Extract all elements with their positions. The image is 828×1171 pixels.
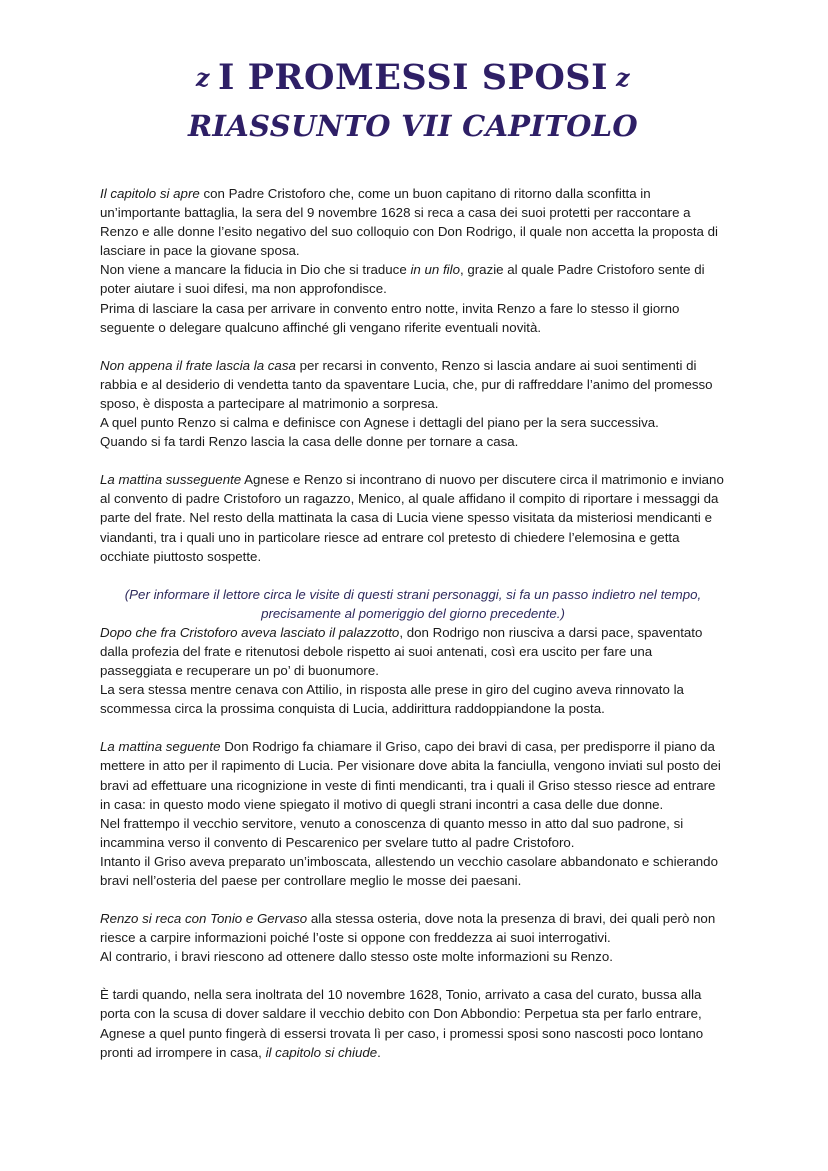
paragraph-6: Quando si fa tardi Renzo lascia la casa delle donne per tornare a casa. bbox=[100, 434, 519, 450]
document-title bbox=[100, 0, 726, 100]
paragraph-11: Nel frattempo il vecchio servitore, venuto a conoscenza di quanto messo in atto dal suo padrone, si incammina verso il convento di Pescarenico per svelare tutto al padre Cristoforo. bbox=[100, 815, 684, 850]
paragraph-2-pre: Non viene a mancare la fiducia in Dio che si traduce bbox=[100, 262, 411, 278]
paragraph-1 bbox=[100, 184, 726, 260]
paragraph-gap bbox=[100, 966, 726, 985]
paragraph-5: A quel punto Renzo si calma e definisce con Agnese i dettagli del piano per la sera successiva. bbox=[100, 415, 659, 431]
paragraph-2-em: in un filo bbox=[410, 262, 460, 278]
title-text: I PROMESSI SPOSI bbox=[218, 57, 608, 98]
paragraph-2 bbox=[100, 260, 726, 298]
paragraph-7-text: Agnese e Renzo si incontrano di nuovo per discutere circa il matrimonio e inviano al convento di padre Cristoforo un ragazzo, Menico, al quale affidano il compito di riportare i messaggi da parte del frate. Nel resto della mattinata la casa di Lucia viene spesso visitata da misteriosi mendicanti e viandanti, tra i quali uno in particolare riesce ad entrare col pretesto di chiedere l’elemosina e getta occhiate piuttosto sospette. bbox=[100, 472, 724, 564]
flashback-note: (Per informare il lettore circa le visite di questi strani personaggi, si fa un passo indietro nel tempo, precisamente al pomeriggio del giorno precedente.) bbox=[124, 586, 702, 621]
paragraph-3: Prima di lasciare la casa per arrivare in convento entro notte, invita Renzo a fare lo stesso il giorno seguente o delegare qualcuno affinché gli vengano riferite eventuali novità. bbox=[100, 300, 680, 335]
paragraph-2-post: , grazie al quale Padre Cristoforo sente di poter aiutare i suoi difesi, ma non approfondisce. bbox=[100, 262, 705, 297]
paragraph-13-lead: Renzo si reca con Tonio e Gervaso bbox=[100, 911, 308, 927]
paragraph-13 bbox=[100, 909, 726, 947]
paragraph-7-lead: La mattina susseguente bbox=[100, 472, 242, 488]
document-subtitle: RIASSUNTO VII CAPITOLO bbox=[188, 109, 638, 143]
paragraph-15-text: È tardi quando, nella sera inoltrata del 10 novembre 1628, Tonio, arrivato a casa del curato, bussa alla porta con la scusa di dover saldare il vecchio debito con Don Abbondio: Perpetua sta per farlo entrare, Agnese a quel punto fingerà di essersi trovata lì per caso, i promessi sposi sono nascosti poco lontano pronti ad irrompere in casa, bbox=[100, 987, 704, 1060]
ornament-right-icon: z bbox=[615, 63, 631, 92]
paragraph-7 bbox=[100, 470, 726, 565]
ornament-left-icon: z bbox=[195, 63, 211, 92]
paragraph-gap bbox=[100, 718, 726, 737]
paragraph-14: Al contrario, i bravi riescono ad ottenere dallo stesso oste molte informazioni su Renzo. bbox=[100, 949, 613, 965]
paragraph-8 bbox=[100, 623, 726, 680]
paragraph-10 bbox=[100, 737, 726, 813]
paragraph-4-text: per recarsi in convento, Renzo si lascia andare ai suoi sentimenti di rabbia e al desiderio di vendetta tanto da spaventare Lucia, che, pur di raffreddare l’animo del promesso sposo, è disposta a partecipare al matrimonio a sorpresa. bbox=[100, 357, 713, 411]
paragraph-9: La sera stessa mentre cenava con Attilio, in risposta alle prese in giro del cugino aveva rinnovato la scommessa circa la prossima conquista di Lucia, addirittura raddoppiandone la posta. bbox=[100, 682, 684, 717]
title-block bbox=[100, 0, 726, 144]
paragraph-15-em: il capitolo si chiude bbox=[265, 1044, 378, 1060]
paragraph-15-post: . bbox=[377, 1044, 381, 1060]
paragraph-13-text: alla stessa osteria, dove nota la presenza di bravi, dei quali però non riesce a carpire informazioni poiché l’oste si oppone con freddezza ai suoi interrogativi. bbox=[100, 911, 716, 946]
paragraph-1-text: con Padre Cristoforo che, come un buon capitano di ritorno dalla sconfitta in un’importante battaglia, la sera del 9 novembre 1628 si reca a casa dei suoi protetti per raccontare a Renzo e alle donne l’esito negativo del suo colloquio con Don Rodrigo, il quale non accetta la proposta di lasciare in pace la giovane sposa. bbox=[100, 186, 718, 259]
paragraph-gap bbox=[100, 337, 726, 356]
paragraph-12: Intanto il Griso aveva preparato un’imboscata, allestendo un vecchio casolare abbandonato e schierando bravi nell’osteria del paese per controllare meglio le mosse dei paesani. bbox=[100, 853, 718, 888]
paragraph-gap bbox=[100, 890, 726, 909]
paragraph-10-lead: La mattina seguente bbox=[100, 739, 221, 755]
document-body bbox=[100, 184, 726, 1062]
paragraph-8-lead: Dopo che fra Cristoforo aveva lasciato il palazzotto bbox=[100, 624, 400, 640]
paragraph-8-text: , don Rodrigo non riusciva a darsi pace, spaventato dalla profezia del frate e ritenutosi debole rispetto ai suoi antenati, così era uscito per fare una passeggiata e recuperare un po’ di buonumore. bbox=[100, 624, 703, 679]
paragraph-4 bbox=[100, 356, 726, 413]
paragraph-10-text: Don Rodrigo fa chiamare il Griso, capo dei bravi di casa, per predisporre il piano da mettere in atto per il rapimento di Lucia. Per visionare dove abita la fanciulla, vengono inviati sul posto dei bravi ad effettuare una ricognizione in veste di finti mendicanti, tra i quali il Griso stesso riesce ad entrare in casa: in questo modo viene spiegato il motivo di quegli strani incontri a casa delle due donne. bbox=[100, 739, 721, 812]
paragraph-15 bbox=[100, 985, 726, 1061]
paragraph-4-lead: Non appena il frate lascia la casa bbox=[100, 357, 296, 373]
paragraph-gap bbox=[100, 451, 726, 470]
paragraph-1-lead: Il capitolo si apre bbox=[100, 186, 200, 201]
paragraph-gap bbox=[100, 566, 726, 585]
